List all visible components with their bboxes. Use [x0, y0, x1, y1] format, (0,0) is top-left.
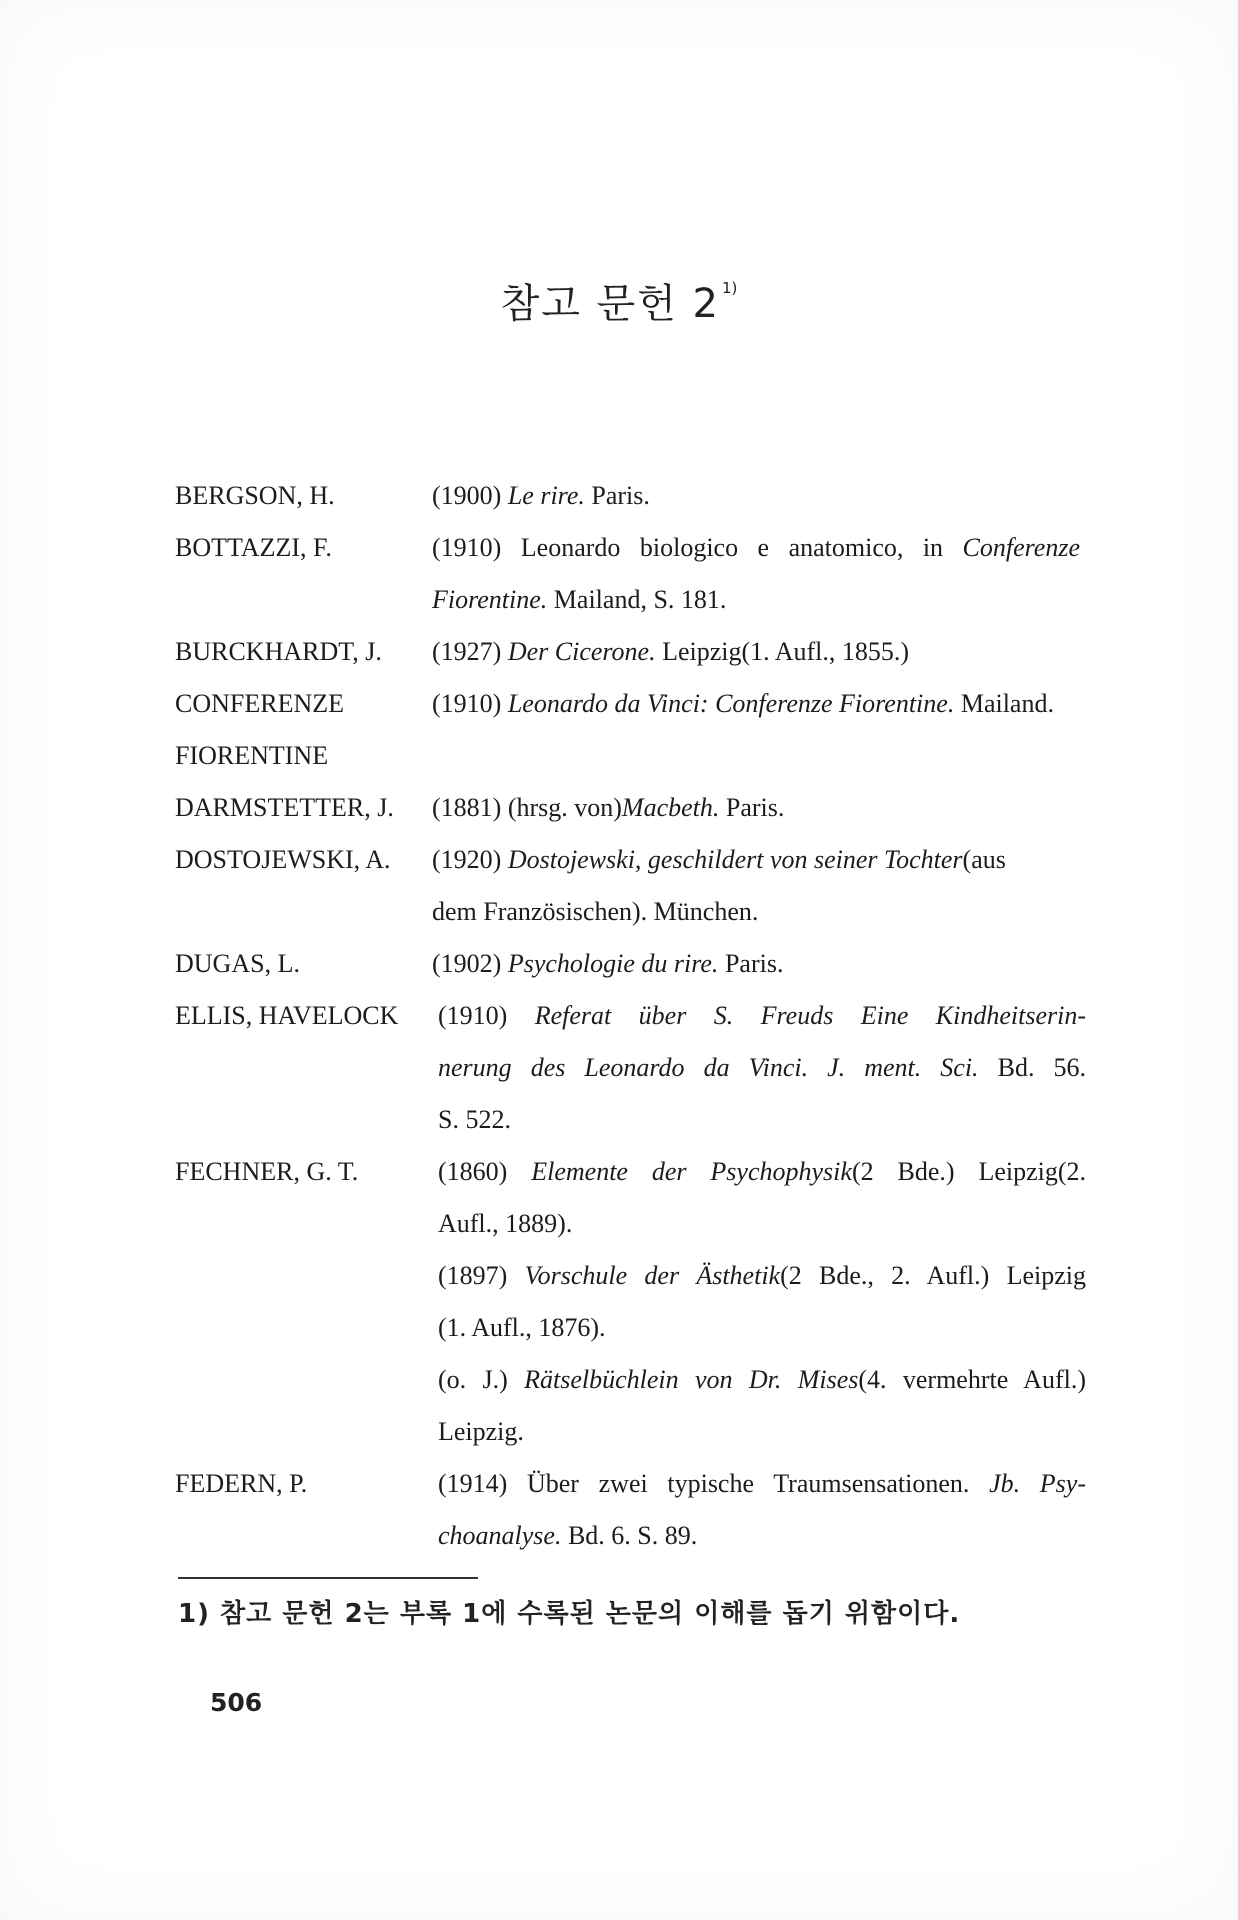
reference-entry-italic: Der Cicerone.	[507, 637, 656, 666]
reference-row	[0, 626, 1238, 678]
reference-row	[0, 678, 1238, 730]
page-number: 506	[210, 1688, 263, 1717]
reference-entry-text: Paris.	[718, 949, 784, 978]
reference-row	[0, 1510, 1238, 1562]
title-text: 참고 문헌 2	[500, 281, 721, 327]
reference-entry-text: (o. J.)	[438, 1365, 525, 1394]
reference-entry-italic: Elemente der Psychophysik	[531, 1157, 852, 1186]
page-title	[0, 272, 1238, 329]
reference-row	[0, 990, 1238, 1042]
reference-row	[0, 574, 1238, 626]
reference-entry-text: (1927)	[432, 637, 508, 666]
reference-entry-text: dem Französischen). München.	[432, 897, 759, 926]
reference-entry	[438, 1042, 1086, 1094]
reference-entry	[438, 1406, 1086, 1458]
reference-entry-text: (2 Bde., 2. Aufl.) Leipzig	[780, 1261, 1086, 1290]
reference-row	[0, 782, 1238, 834]
footnote-marker: 1)	[722, 279, 738, 297]
reference-row	[0, 1198, 1238, 1250]
reference-row	[0, 470, 1238, 522]
reference-entry-italic: Rätselbüchlein von Dr. Mises	[524, 1365, 859, 1394]
reference-row	[0, 1094, 1238, 1146]
reference-entry	[432, 626, 1080, 678]
reference-entry-text: (1920)	[432, 845, 508, 874]
reference-row	[0, 1302, 1238, 1354]
reference-entry-text: S. 522.	[438, 1105, 511, 1134]
reference-entry-text: Paris.	[584, 481, 650, 510]
reference-entry	[432, 574, 1080, 626]
reference-entry	[432, 782, 1080, 834]
reference-author: DARMSTETTER, J.	[175, 793, 394, 822]
reference-entry-italic: Dostojewski, geschildert von seiner Tochter	[507, 845, 963, 874]
reference-row	[0, 1250, 1238, 1302]
reference-entry	[438, 1458, 1086, 1510]
reference-author: BERGSON, H.	[175, 481, 335, 510]
reference-row	[0, 938, 1238, 990]
reference-entry	[432, 886, 1080, 938]
reference-entry-text: (aus	[962, 845, 1006, 874]
reference-entry-text: (1910)	[432, 689, 508, 718]
reference-entry-text: (1910) Leonardo biologico e anatomico, in	[432, 533, 963, 562]
reference-entry-text: (1902)	[432, 949, 508, 978]
reference-entry-italic: choanalyse.	[438, 1521, 562, 1550]
reference-row	[0, 522, 1238, 574]
reference-entry	[438, 990, 1086, 1042]
reference-entry-italic: Referat über S. Freuds Eine Kindheitserin-	[534, 1001, 1086, 1030]
reference-author: DOSTOJEWSKI, A.	[175, 845, 391, 874]
reference-entry	[438, 1198, 1086, 1250]
reference-entry-italic: Vorschule der Ästhetik	[524, 1261, 781, 1290]
footnote-text: 1) 참고 문헌 2는 부록 1에 수록된 논문의 이해를 돕기 위함이다.	[178, 1599, 961, 1629]
reference-row	[0, 1406, 1238, 1458]
reference-entry-text: Mailand.	[954, 689, 1054, 718]
reference-entry-text: Mailand, S. 181.	[547, 585, 727, 614]
reference-entry-italic: nerung des Leonardo da Vinci. J. ment. Sci.	[438, 1053, 979, 1082]
reference-author: FIORENTINE	[175, 741, 329, 770]
reference-author: DUGAS, L.	[175, 949, 300, 978]
reference-entry-text: (1860)	[438, 1157, 532, 1186]
reference-entry-text: (2 Bde.) Leipzig(2.	[851, 1157, 1087, 1186]
reference-list	[0, 470, 1238, 1562]
reference-row	[0, 1458, 1238, 1510]
reference-entry	[432, 678, 1080, 730]
reference-author: CONFERENZE	[175, 689, 344, 718]
reference-entry	[432, 522, 1080, 574]
reference-entry-text: Paris.	[719, 793, 785, 822]
reference-row	[0, 834, 1238, 886]
reference-author: BOTTAZZI, F.	[175, 533, 332, 562]
reference-entry	[432, 938, 1080, 990]
reference-entry-text: (1900)	[432, 481, 508, 510]
reference-entry-text: (1910)	[438, 1001, 535, 1030]
reference-entry-text: Bd. 56.	[978, 1053, 1086, 1082]
reference-author: BURCKHARDT, J.	[175, 637, 382, 666]
footnote-divider	[178, 1577, 478, 1579]
reference-author: FEDERN, P.	[175, 1469, 308, 1498]
reference-entry-italic: Fiorentine.	[432, 585, 548, 614]
reference-entry-text: Aufl., 1889).	[438, 1209, 573, 1238]
reference-entry	[432, 470, 1080, 522]
reference-entry-text: Bd. 6. S. 89.	[561, 1521, 698, 1550]
reference-entry-text: (1. Aufl., 1876).	[438, 1313, 606, 1342]
reference-row	[0, 1146, 1238, 1198]
reference-entry-italic: Macbeth.	[621, 793, 720, 822]
reference-entry	[438, 1146, 1086, 1198]
reference-entry-text: (1897)	[438, 1261, 525, 1290]
reference-author: FECHNER, G. T.	[175, 1157, 359, 1186]
reference-row	[0, 1042, 1238, 1094]
reference-entry	[438, 1302, 1086, 1354]
reference-entry	[432, 834, 1080, 886]
reference-entry-text: (1881) (hrsg. von)	[432, 793, 622, 822]
reference-entry-text: Leipzig(1. Aufl., 1855.)	[655, 637, 910, 666]
reference-entry-italic: Le rire.	[507, 481, 585, 510]
reference-entry	[438, 1510, 1086, 1562]
reference-author: ELLIS, HAVELOCK	[175, 1001, 399, 1030]
reference-entry	[438, 1094, 1086, 1146]
reference-entry	[438, 1250, 1086, 1302]
reference-entry-italic: Conferenze	[962, 533, 1080, 562]
reference-entry-text: (1914) Über zwei typische Traumsensationen.	[438, 1469, 990, 1498]
reference-entry-italic: Psychologie du rire.	[507, 949, 719, 978]
reference-entry-italic: Leonardo da Vinci: Conferenze Fiorentine.	[507, 689, 955, 718]
reference-entry	[438, 1354, 1086, 1406]
reference-row	[0, 730, 1238, 782]
reference-entry-text: Leipzig.	[438, 1417, 524, 1446]
reference-entry-italic: Jb. Psy-	[989, 1469, 1086, 1498]
reference-row	[0, 886, 1238, 938]
reference-row	[0, 1354, 1238, 1406]
reference-entry-text: (4. vermehrte Aufl.)	[858, 1365, 1086, 1394]
